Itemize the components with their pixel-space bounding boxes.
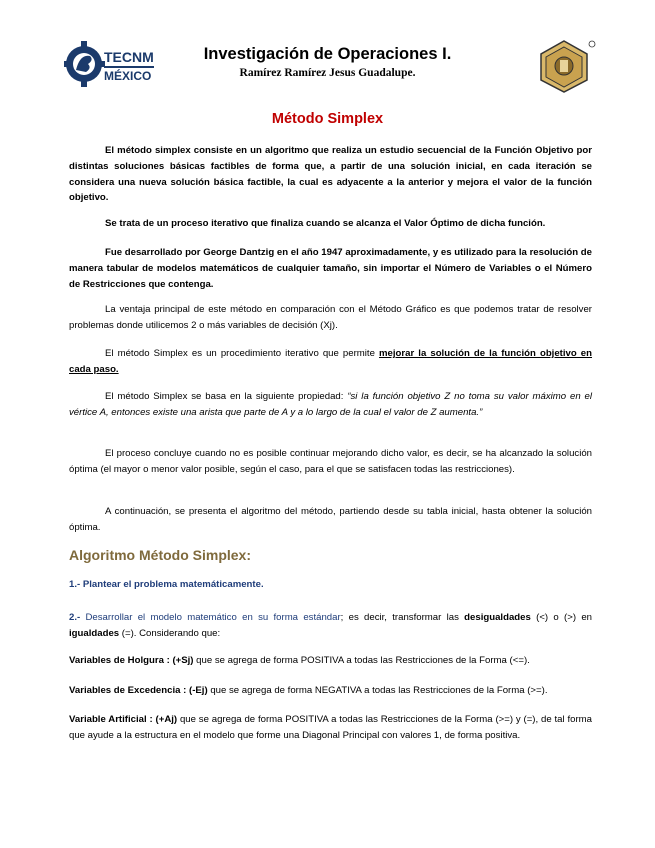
svg-text:TECNM: TECNM — [104, 49, 154, 65]
definition-slack-label: Variables de Holgura : — [69, 655, 170, 666]
tecnm-logo — [64, 38, 164, 90]
paragraph-procedure-text: El método Simplex es un procedimiento iterativo que permite — [105, 348, 380, 359]
step-1: 1.- Plantear el problema matemáticamente. — [69, 579, 264, 590]
definition-artificial-label: Variable Artificial : — [69, 714, 153, 725]
definition-artificial — [69, 712, 592, 744]
definition-slack — [69, 653, 592, 669]
paragraph-procedure — [69, 346, 592, 378]
paragraph-property — [69, 389, 592, 421]
institute-seal-logo — [536, 38, 596, 94]
paragraph-history: Fue desarrollado por George Dantzig en el año 1947 aproximadamente, y es utilizado para la resolución de manera tabular de modelos matemáticos de cualquier tamaño, sin importar el Número de Variables o el Número de Restricciones que contenga. — [69, 247, 592, 290]
definition-slack-text: que se agrega de forma POSITIVA a todas las Restricciones de la Forma (<=). — [193, 655, 530, 666]
step-2-number: 2.- — [69, 612, 81, 623]
definition-slack-code: (+Sj) — [169, 655, 194, 666]
definition-surplus-label: Variables de Excedencia : — [69, 685, 187, 696]
step-2-text-3: (=). Considerando que: — [119, 627, 221, 639]
definition-surplus-code: (-Ej) — [186, 685, 208, 696]
paragraph-property-text: El método Simplex se basa en la siguiente propiedad: — [105, 391, 348, 402]
definition-artificial-code: (+Aj) — [152, 714, 178, 725]
document-title: Método Simplex — [271, 111, 384, 127]
paragraph-conclusion: El proceso concluye cuando no es posible continuar mejorando dicho valor, es decir, se ha alcanzado la solución óptima (el mayor o menor valor posible, según el caso, para el que se satisfacen todas las restricciones). — [69, 448, 592, 475]
step-2-link: Desarrollar el modelo matemático en su forma estándar — [80, 612, 341, 623]
paragraph-advantage: La ventaja principal de este método en comparación con el Método Gráfico es que podemos tratar de resolver problemas donde utilicemos 2 o más variables de decisión (Xj). — [69, 304, 592, 331]
step-2-text-2: (<) o (>) en — [530, 612, 592, 623]
paragraph-next: A continuación, se presenta el algoritmo del método, partiendo desde su tabla inicial, hasta obtener la solución óptima. — [69, 506, 592, 533]
paragraph-intro: El método simplex consiste en un algoritmo que realiza un estudio secuencial de la Función Objetivo por distintas soluciones básicas factibles de forma que, a partir de una solución inicial, en cada iteración se considera una nueva solución básica factible, la cual es adyacente a la anterior y mejora el valor de la función objetivo. — [69, 145, 592, 204]
paragraph-procedure-emphasis: mejorar la solución de la función objetivo en cada paso. — [69, 348, 593, 375]
step-2-text-1: ; es decir, transformar las — [340, 612, 465, 623]
definition-surplus — [69, 683, 592, 699]
step-2-bold-1: desigualdades — [464, 612, 531, 623]
definition-artificial-text: que se agrega de forma POSITIVA a todas las Restricciones de la Forma (>=) y (=), de tal forma que ayude a la estructura en el modelo que forme una Diagonal Principal con valores 1, de forma positiva. — [69, 714, 592, 741]
svg-text:MÉXICO: MÉXICO — [104, 69, 152, 83]
section-heading: Algoritmo Método Simplex: — [69, 547, 251, 563]
step-2-bold-2: igualdades — [69, 627, 120, 639]
header-author: Ramírez Ramírez Jesus Guadalupe. — [239, 67, 416, 79]
definition-surplus-text: que se agrega de forma NEGATIVA a todas las Restricciones de la Forma (>=). — [207, 685, 548, 696]
header-title: Investigación de Operaciones I. — [203, 45, 452, 63]
step-2 — [69, 610, 592, 642]
paragraph-iterative: Se trata de un proceso iterativo que finaliza cuando se alcanza el Valor Óptimo de dicha función. — [105, 218, 546, 229]
paragraph-property-quote: “si la función objetivo Z no toma su valor máximo en el vértice A, entonces existe una arista que parte de A y a lo largo de la cual el valor de Z aumenta.” — [69, 391, 592, 418]
